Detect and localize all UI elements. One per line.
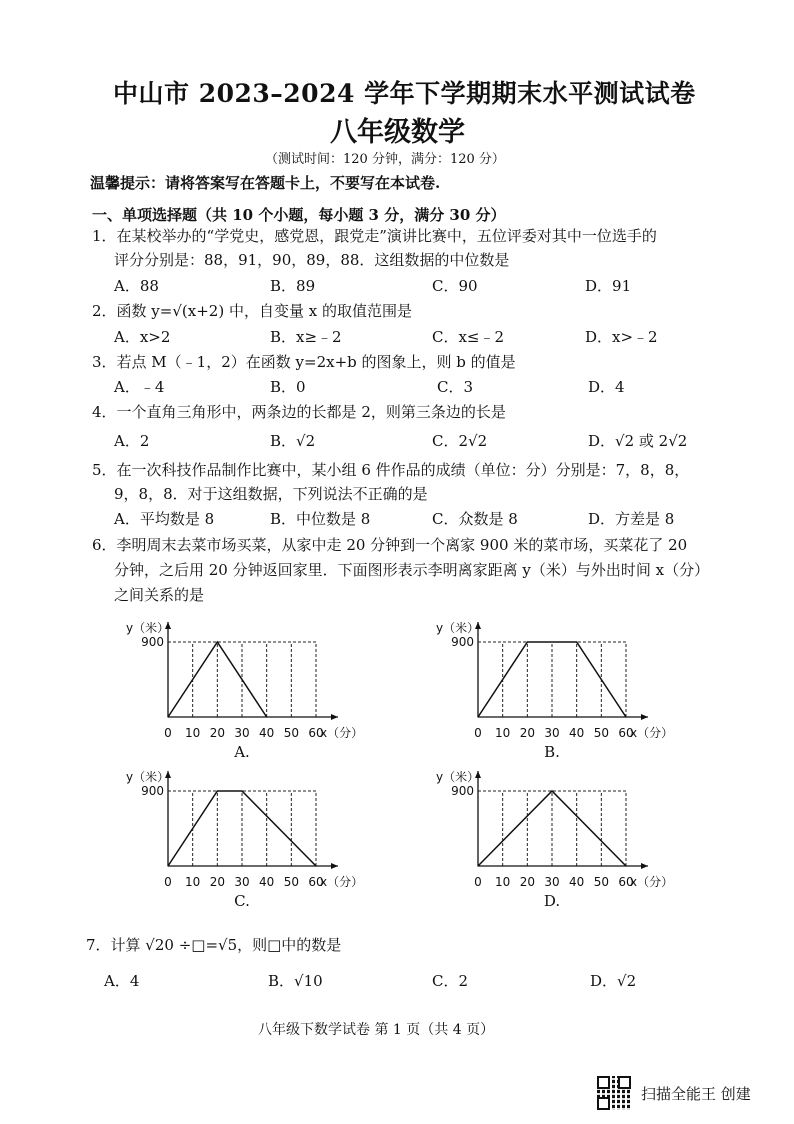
exam-title: 中山市 2023–2024 学年下学期期末水平测试试卷 (113, 79, 696, 108)
data-point (241, 790, 242, 791)
q5-option-a: A．平均数是 8 (114, 510, 215, 528)
x-axis-label: x（分） (320, 726, 364, 740)
q4-option-c: C．2√2 (432, 432, 488, 450)
x-tick-label: 10 (185, 875, 201, 889)
chart-b (420, 614, 680, 764)
x-tick-label: 0 (474, 726, 482, 740)
q2-option-d: D．x>﹣2 (585, 328, 658, 346)
data-point (625, 865, 626, 866)
x-axis-arrow (331, 714, 338, 720)
q4-option-b: B．√2 (270, 432, 316, 450)
q3-option-c: C．3 (437, 378, 474, 396)
question-6-line-2: 分钟，之后用 20 分钟返回家里．下面图形表示李明离家距离 y（米）与外出时间 x（分） (114, 561, 710, 579)
data-point (527, 641, 528, 642)
x-tick-label: 50 (283, 726, 299, 740)
x-tick-label: 50 (593, 875, 609, 889)
y-tick-label: 900 (451, 784, 474, 798)
page-footer: 八年级下数学试卷 第 1 页（共 4 页） (258, 1022, 495, 1038)
x-axis-arrow (331, 863, 338, 869)
x-tick-label: 50 (593, 726, 609, 740)
q7-option-d: D．√2 (590, 972, 637, 990)
x-tick-label: 30 (544, 875, 560, 889)
scanner-watermark: 扫描全能王 创建 (641, 1085, 751, 1103)
y-axis-label: y（米） (126, 770, 170, 784)
x-tick-label: 0 (164, 875, 172, 889)
data-point (217, 641, 218, 642)
x-tick-label: 20 (209, 875, 225, 889)
q7-option-c: C．2 (432, 972, 469, 990)
question-6-line-1: 6．李明周末去菜市场买菜，从家中走 20 分钟到一个离家 900 米的菜市场，买菜花了 20 (92, 536, 688, 554)
y-tick-label: 900 (451, 635, 474, 649)
q1-option-a: A．88 (114, 277, 159, 295)
chart-option-label-b: B. (544, 743, 560, 761)
q5-option-c: C．众数是 8 (432, 510, 518, 528)
notice: 温馨提示：请将答案写在答题卡上，不要写在本试卷. (90, 174, 441, 192)
q5-option-d: D．方差是 8 (588, 510, 675, 528)
q2-option-b: B．x≥﹣2 (270, 328, 342, 346)
x-tick-label: 10 (495, 726, 511, 740)
chart-a (110, 614, 370, 764)
question-1-line-2: 评分分别是：88，91，90，89，88．这组数据的中位数是 (114, 251, 510, 269)
x-axis-label: x（分） (630, 726, 674, 740)
x-axis-arrow (641, 863, 648, 869)
question-3: 3．若点 M（﹣1，2）在函数 y=2x+b 的图象上，则 b 的值是 (92, 353, 516, 371)
x-tick-label: 40 (569, 875, 585, 889)
q4-option-d: D．√2 或 2√2 (588, 432, 688, 450)
chart-option-label-a: A. (234, 743, 250, 761)
y-axis-label: y（米） (436, 770, 480, 784)
q3-option-a: A．﹣4 (114, 378, 165, 396)
q3-option-d: D．4 (588, 378, 625, 396)
question-2: 2．函数 y=√(x+2) 中，自变量 x 的取值范围是 (92, 302, 412, 320)
chart-d (420, 763, 680, 923)
q4-option-a: A．2 (114, 432, 150, 450)
x-tick-label: 10 (185, 726, 201, 740)
data-point (477, 716, 478, 717)
y-tick-label: 900 (141, 784, 164, 798)
data-point (315, 865, 316, 866)
data-point (477, 865, 478, 866)
exam-subject: 八年级数学 (330, 117, 465, 148)
data-point (551, 790, 552, 791)
q2-option-c: C．x≤﹣2 (432, 328, 505, 346)
data-point (625, 716, 626, 717)
question-5-line-1: 5．在一次科技作品制作比赛中，某小组 6 件作品的成绩（单位：分）分别是：7，8，8， (92, 461, 690, 479)
x-tick-label: 20 (519, 875, 535, 889)
q7-option-b: B．√10 (268, 972, 323, 990)
x-tick-label: 60 (308, 875, 324, 889)
x-tick-label: 30 (234, 875, 250, 889)
data-point (576, 641, 577, 642)
question-4: 4．一个直角三角形中，两条边的长都是 2，则第三条边的长是 (92, 403, 506, 421)
q5-option-b: B．中位数是 8 (270, 510, 371, 528)
y-tick-label: 900 (141, 635, 164, 649)
chart-option-label-d: D. (543, 892, 561, 910)
exam-info: （测试时间：120 分钟，满分：120 分） (265, 152, 505, 167)
x-tick-label: 60 (618, 875, 634, 889)
question-7: 7．计算 √20 ÷□=√5，则□中的数是 (86, 936, 342, 954)
q7-option-a: A．4 (104, 972, 140, 990)
x-tick-label: 20 (519, 726, 535, 740)
x-tick-label: 40 (259, 875, 275, 889)
q3-option-b: B．0 (270, 378, 306, 396)
x-tick-label: 20 (209, 726, 225, 740)
x-axis-label: x（分） (630, 875, 674, 889)
x-tick-label: 10 (495, 875, 511, 889)
q1-option-c: C．90 (432, 277, 478, 295)
x-tick-label: 40 (259, 726, 275, 740)
x-tick-label: 60 (308, 726, 324, 740)
x-tick-label: 0 (164, 726, 172, 740)
question-5-line-2: 9，8，8．对于这组数据，下列说法不正确的是 (114, 485, 428, 503)
x-tick-label: 60 (618, 726, 634, 740)
chart-option-label-c: C. (234, 892, 250, 910)
y-axis-label: y（米） (436, 621, 480, 635)
data-point (217, 790, 218, 791)
x-tick-label: 40 (569, 726, 585, 740)
q1-option-d: D．91 (585, 277, 632, 295)
data-point (266, 716, 267, 717)
x-axis-label: x（分） (320, 875, 364, 889)
data-point (167, 865, 168, 866)
chart-c (110, 763, 370, 923)
data-point (167, 716, 168, 717)
x-tick-label: 50 (283, 875, 299, 889)
x-tick-label: 0 (474, 875, 482, 889)
x-tick-label: 30 (234, 726, 250, 740)
question-6-line-3: 之间关系的是 (114, 586, 205, 604)
qr-code-icon (597, 1076, 631, 1110)
x-tick-label: 30 (544, 726, 560, 740)
y-axis-label: y（米） (126, 621, 170, 635)
question-1-line-1: 1．在某校举办的“学党史，感党恩，跟党走”演讲比赛中，五位评委对其中一位选手的 (92, 227, 657, 245)
x-axis-arrow (641, 714, 648, 720)
section-heading: 一、单项选择题（共 10 个小题，每小题 3 分，满分 30 分） (92, 206, 506, 224)
q2-option-a: A．x>2 (114, 328, 171, 346)
q1-option-b: B．89 (270, 277, 316, 295)
